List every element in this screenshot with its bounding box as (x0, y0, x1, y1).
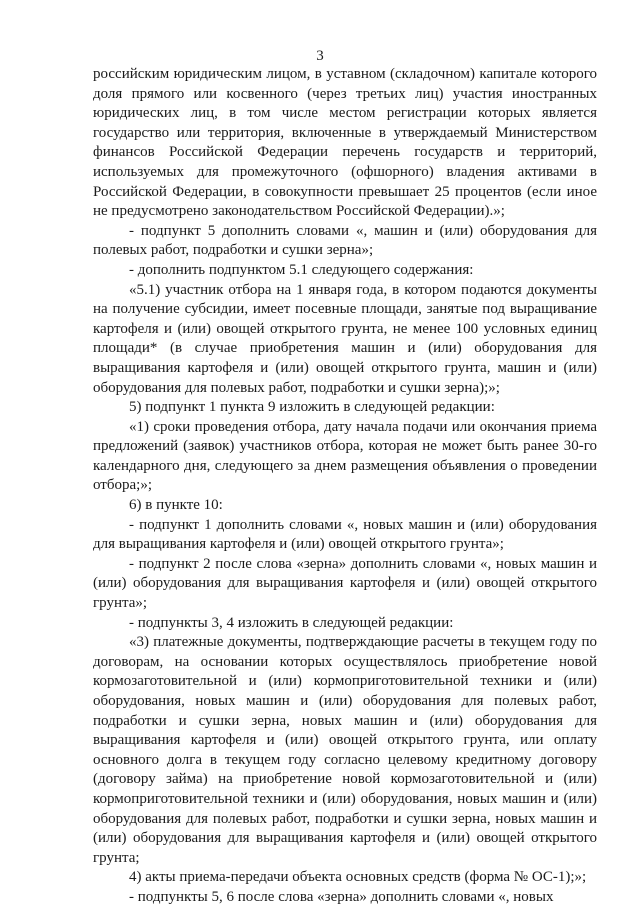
paragraph-7: 6) в пункте 10: (129, 497, 223, 514)
paragraph-11: «3) платежные документы, подтверждающие расчеты в текущем году по договорам, на основании которых осуществлялось приобретение новой кормозаготовительной и (или) кормоприготовительной техники и (или) оборудования, новых машин и (или) оборудования для полевых работ, подработки и сушки зерна, новых машин и (или) оборудования для выращивания картофеля и (или) овощей открытого грунта, или оплату основного долга в текущем году согласно целевому кредитному договору (договору займа) на приобретение новой кормозаготовительной и (или) кормоприготовительной техники и (или) оборудования, новых машин и (или) оборудования для полевых работ, подработки и сушки зерна, новых машин и (или) оборудования для выращивания картофеля и (или) овощей открытого грунта; (93, 634, 597, 866)
paragraph-12: 4) акты приема-передачи объекта основных средств (форма № ОС-1);»; (129, 869, 587, 886)
paragraph-13: - подпункты 5, 6 после слова «зерна» дополнить словами «, новых (129, 888, 554, 905)
paragraph-6: «1) сроки проведения отбора, дату начала подачи или окончания приема предложений (заявок) участников отбора, которая не может быть ранее 30-го календарного дня, следующего за днем размещения объявления о проведении отбора;»; (93, 418, 597, 494)
paragraph-4: «5.1) участник отбора на 1 января года, в котором подаются документы на получение субсидии, имеет посевные площади, занятые под выращивание картофеля и (или) овощей открытого грунта, не менее 100 условных единиц площади* (в случае приобретения машин и (или) оборудования для выращивания картофеля и (или) овощей открытого грунта, машин и (или) оборудования для полевых работ, подработки и сушки зерна);»; (93, 281, 597, 396)
paragraph-10: - подпункты 3, 4 изложить в следующей редакции: (129, 614, 454, 631)
paragraph-3: - дополнить подпунктом 5.1 следующего содержания: (129, 261, 474, 278)
paragraph-9: - подпункт 2 после слова «зерна» дополнить словами «, новых машин и (или) оборудования для выращивания картофеля и (или) овощей открытого грунта»; (93, 555, 597, 612)
paragraph-1: российским юридическим лицом, в уставном (складочном) капитале которого доля прямого или косвенного (через третьих лиц) участия иностранных юридических лиц, в том числе местом регистрации которых является государство или территория, включенные в утверждаемый Министерством финансов Российской Федерации перечень государств и территорий, используемых для промежуточного (офшорного) владения активами в Российской Федерации, в совокупности превышает 25 процентов (если иное не предусмотрено законодательством Российской Федерации).»; (93, 66, 597, 220)
paragraph-2: - подпункт 5 дополнить словами «, машин и (или) оборудования для полевых работ, подработки и сушки зерна»; (93, 222, 597, 259)
paragraph-8: - подпункт 1 дополнить словами «, новых машин и (или) оборудования для выращивания картофеля и (или) овощей открытого грунта»; (93, 516, 597, 553)
page-number: 3 (316, 48, 324, 64)
paragraph-5: 5) подпункт 1 пункта 9 изложить в следующей редакции: (129, 399, 495, 416)
document-body (93, 65, 597, 908)
